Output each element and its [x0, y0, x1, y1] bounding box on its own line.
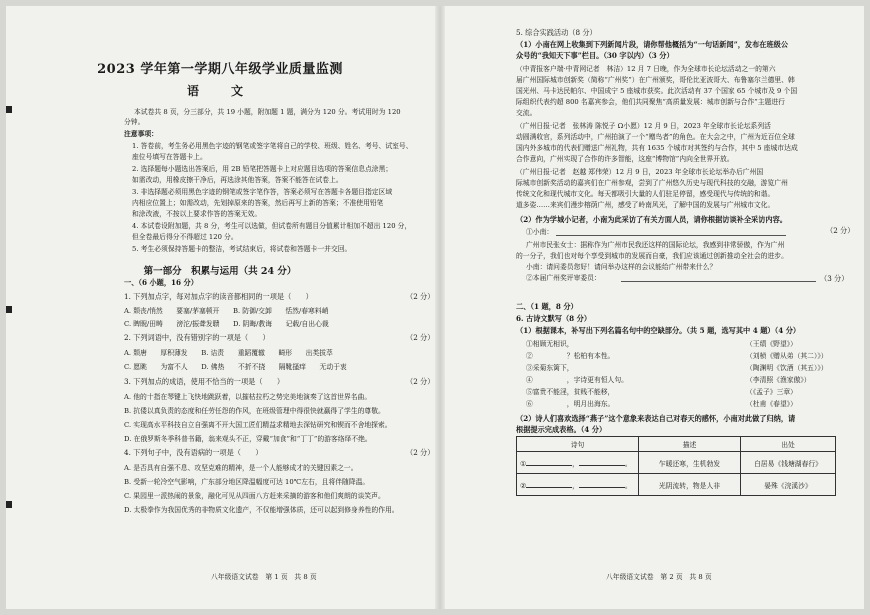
- note-line: 但全卷最后得分不得超过 120 分。: [132, 233, 238, 241]
- table-cell: 乍暖还寒，生机勃发: [639, 452, 741, 474]
- news-line: （中青报客户端·中青网记者 林洁）12 月 7 日晚，作为全球市长论坛活动之一的第六: [516, 65, 776, 73]
- note-line: 2. 选择题每小题选出答案后，用 2B 铅笔把答题卡上对应题目选项的答案信息点涂黑；: [132, 165, 393, 173]
- option-line: D. 在俄罗斯冬季科普书籍，翁来观头不正，穿戴“加食”和“丁丁”的游客络绎不绝。: [124, 435, 372, 443]
- page-footer: 八年级语文试卷 第 1 页 共 8 页: [211, 573, 317, 581]
- section-heading: 二、（1 题，8 分）: [516, 302, 578, 311]
- news-line: 合作意向，广州实现了合作的许多智能，这座“博物馆”内向全世界开放。: [516, 155, 734, 163]
- registration-mark: [6, 106, 12, 113]
- interview-line: 广州市民张女士：据称作为广州市民我还这样的国际论坛，我感到非常骄傲，作为广州: [526, 241, 785, 249]
- exam-page-2: [446, 6, 864, 609]
- question-stem: 3. 下列加点的成语，使用不恰当的一项是（ ）: [124, 377, 285, 386]
- exam-spread: [6, 6, 864, 609]
- note-line: 如需改动，用橡皮擦干净后，再选涂其他答案，答案不能答在试卷上。: [132, 176, 343, 184]
- question-score: （2 分）: [406, 377, 434, 386]
- option-line: B. 抗倭以真负责的态度和任劳任怨的作风，在班级管理中得很快就赢得了学生的尊敬。: [124, 407, 385, 415]
- table-header: 出处: [741, 437, 836, 452]
- question-score: （3 分）: [820, 274, 849, 283]
- sub-question: 根据提示完成表格。（4 分）: [516, 425, 607, 434]
- notes-title: 注意事项：: [124, 130, 158, 138]
- question-stem: 4. 下列句子中，没有语病的一项是（ ）: [124, 448, 263, 457]
- recite-source: （《孟子》三章）: [746, 388, 797, 396]
- exam-title: 2023 学年第一学期八年级学业质量监测: [97, 62, 343, 77]
- sub-question: （1）根据课本，补写出下列名篇名句中的空缺部分。（共 5 题，选写其中 4 题）（4 分）: [516, 326, 801, 335]
- table-cell: 白居易《钱塘湖春行》: [741, 452, 836, 474]
- answer-label: ①小南：: [526, 228, 554, 236]
- note-line: 座位号填写在答题卡上。: [132, 153, 207, 161]
- option-line: A. 是否具有自强不息、攻坚克难的精神，是一个人能够成才的关键因素之一。: [124, 464, 358, 472]
- news-line: 际组织代表约超 800 名嘉宾参会，他们共同聚焦“高质量发展：城市创新与合作”主题进行: [516, 98, 785, 106]
- news-line: 届广州国际城市创新奖（简称“广州奖”）在广州颁奖，哥伦比亚波哥大、布鲁塞尔兰德里、韩: [516, 76, 795, 84]
- recite-source: （杜甫《春望》）: [746, 400, 797, 408]
- table-row: [517, 474, 836, 496]
- registration-mark: [6, 501, 12, 508]
- recite-line: ⑥ ，明月出海东。: [526, 400, 615, 408]
- news-line: （广州日报·记者 张林涛 陈悦子 Ω小愿）12 月 9 日，2023 年全球市长论坛系列活: [516, 122, 771, 130]
- note-line: 1. 答卷前，考生务必用黑色字迹的钢笔或签字笔将自己的学校、班级、姓名、考号、试室号、: [132, 142, 413, 150]
- subject-title: 语 文: [186, 84, 253, 98]
- recite-line: ④ ，字诗更有恒人句。: [526, 376, 628, 384]
- option-line: A. 颓唐 厚积薄发 B. 诘责 重蹈覆辙 畸形 出类拔萃: [124, 349, 333, 357]
- option-line: A. 他的十指在琴键上飞快地跳跃着，以摧枯拉朽之势完美地演奏了这首世界名曲。: [124, 393, 372, 401]
- recite-line: ③采菊东篱下，: [526, 364, 574, 372]
- recite-line: ①相顾无相识，: [526, 340, 574, 348]
- poem-table: [516, 436, 836, 496]
- recite-source: （陶渊明《饮酒（其五）》）: [746, 364, 828, 372]
- interview-line: 的一分子，我们也对每个享受到城市的发展而自豪，我们应该通过创新推动全社会的进步。: [516, 252, 788, 260]
- question-stem: 1. 下列加点字，每对加点字的读音都相同的一项是（ ）: [124, 292, 313, 301]
- option-line: C. 愿眺 为富不人 D. 佛热 不折不挠 隔靴搔痒 无动于衷: [124, 363, 347, 371]
- question-score: （2 分）: [826, 226, 855, 235]
- intro-line: 分钟。: [124, 118, 145, 126]
- news-line: （广州日报·记者 赵越 郑伟荣）12 月 9 日，2023 年全球市长论坛举办后广州国: [516, 168, 764, 176]
- page-gutter: [435, 6, 445, 609]
- option-line: C. 果园里一派热闹的景象，融化可见从四面八方赶来采摘的游客和他们爽朗的谈笑声。: [124, 492, 385, 500]
- question-stem: 2. 下列词语中，没有错别字的一项是（ ）: [124, 333, 270, 342]
- table-cell: 光阴流转，物是人非: [639, 474, 741, 496]
- sub-question: （2）诗人们喜欢选择“燕子”这个意象来表达自己对春天的感怀，小南对此做了归纳，请: [516, 414, 796, 423]
- table-header: 诗句: [517, 437, 639, 452]
- recite-source: （刘桢《赠从弟（其二）》）: [746, 352, 828, 360]
- section-heading: 一、（6 小题，16 分）: [124, 278, 198, 287]
- sub-question: （2）作为学城小记者，小南为此采访了有关方面人员，请你根据访谈补全采访内容。: [516, 215, 787, 224]
- answer-cell[interactable]: ② ， 。: [517, 474, 639, 496]
- note-line: 4. 本试卷设附加题，共 8 分，考生可以选做，但试卷所有题目分值累计相加不超出 120 分，: [132, 222, 412, 230]
- option-line: B. 受新一轮冷空气影响，广东部分地区降温幅度可达 10℃左右，且将伴随降温。: [124, 478, 370, 486]
- news-line: 国光州、马卡达民帕尔、中国成宁 5 座城市获奖。此次活动有 37 个国家 65 个城市及 9 个国: [516, 87, 798, 95]
- sub-question: 众号的“我知天下事”栏目。（30 字以内）（3 分）: [516, 51, 674, 60]
- news-line: 动圆满收官，系列活动中，广州拍演了一个“赠鸟者”的角色。在大会之中，广州为近百位全球: [516, 133, 795, 141]
- table-cell: 晏殊《浣溪沙》: [741, 474, 836, 496]
- note-line: 5. 考生必须保持答题卡的整洁，考试结束后，将试卷和答题卡一并交回。: [132, 245, 352, 253]
- note-line: 内相应位置上；如需改动，先划掉原来的答案，然后再写上新的答案；不准使用铅笔: [132, 199, 384, 207]
- recite-source: （王绩《野望》）: [746, 340, 797, 348]
- registration-mark: [6, 306, 12, 313]
- news-line: 际城市创新奖活动的嘉宾们在广州参观，尝到了广州悠久历史与现代科技的交融，游览广州: [516, 179, 788, 187]
- recite-line: ② ？松柏有本性。: [526, 352, 615, 360]
- answer-line[interactable]: [556, 235, 786, 236]
- table-header: 描述: [639, 437, 741, 452]
- note-line: 和涂改液，不按以上要求作答的答案无效。: [132, 210, 262, 218]
- sub-question: （1）小南在网上收集到下列新闻片段，请你帮他概括为“一句话新闻”，发布在班级公: [516, 40, 789, 49]
- exam-page-1: [6, 6, 434, 609]
- intro-line: 本试卷共 8 页，分三部分，共 19 小题，附加题 1 题，满分为 120 分。考试用时为 120: [134, 108, 401, 116]
- page-footer: 八年级语文试卷 第 2 页 共 8 页: [606, 573, 712, 581]
- part-heading: 第一部分 积累与运用（共 24 分）: [143, 266, 297, 277]
- news-line: 国内外多城市的代表们赠送广州礼物，共有 1635 个城市对其签约与合作，其中 5 座城市达成: [516, 144, 798, 152]
- question-score: （2 分）: [406, 448, 434, 457]
- news-line: 交流。: [516, 109, 537, 117]
- news-line: 传统文化和现代城市文化。每天都吸引大量的人们驻足停留，感受现代与传统的和谐。: [516, 190, 775, 198]
- question-score: （2 分）: [406, 333, 434, 342]
- question-stem: 6. 古诗文默写（8 分）: [516, 314, 592, 323]
- question-stem: 5. 综合实践活动（8 分）: [516, 28, 597, 37]
- option-line: D. 太极拳作为我国优秀的非物质文化遗产，不仅能增强体质，还可以起到修身养性的作用。: [124, 506, 399, 514]
- answer-cell[interactable]: ① ， 。: [517, 452, 639, 474]
- interview-line: 小南：请问委员您好！请问举办这样的会议能给广州带来什么？: [526, 263, 717, 271]
- option-line: C. 实现高水平科技自立自强离不开大国工匠们精益求精地去深钻研究和锲而不舍地探索。: [124, 421, 392, 429]
- note-line: 3. 非选择题必须用黑色字迹的钢笔或签字笔作答，答案必须写在答题卡各题目指定区域: [132, 188, 393, 196]
- interview-line: ②本届广州奖评审委员：: [526, 274, 601, 282]
- recite-source: （李清照《渔家傲》）: [746, 376, 811, 384]
- question-score: （2 分）: [406, 292, 434, 301]
- option-line: C. 睥睨/田畴 滂沱/振聋发聩 D. 阴晦/教诲 记载/自出心裁: [124, 320, 329, 328]
- recite-line: ⑤富贵不能淫，贫贱不能移，: [526, 388, 615, 396]
- option-line: A. 颓丧/悄然 要塞/茅塞顿开 B. 防御/交卸 恬然/春寒料峭: [124, 307, 329, 315]
- answer-line[interactable]: [621, 281, 816, 282]
- table-row: [517, 452, 836, 474]
- news-line: 道多姿……来宾们漫步榕荫广州，感受了岭南风光，了解中国的发展与广州城市文化。: [516, 201, 775, 209]
